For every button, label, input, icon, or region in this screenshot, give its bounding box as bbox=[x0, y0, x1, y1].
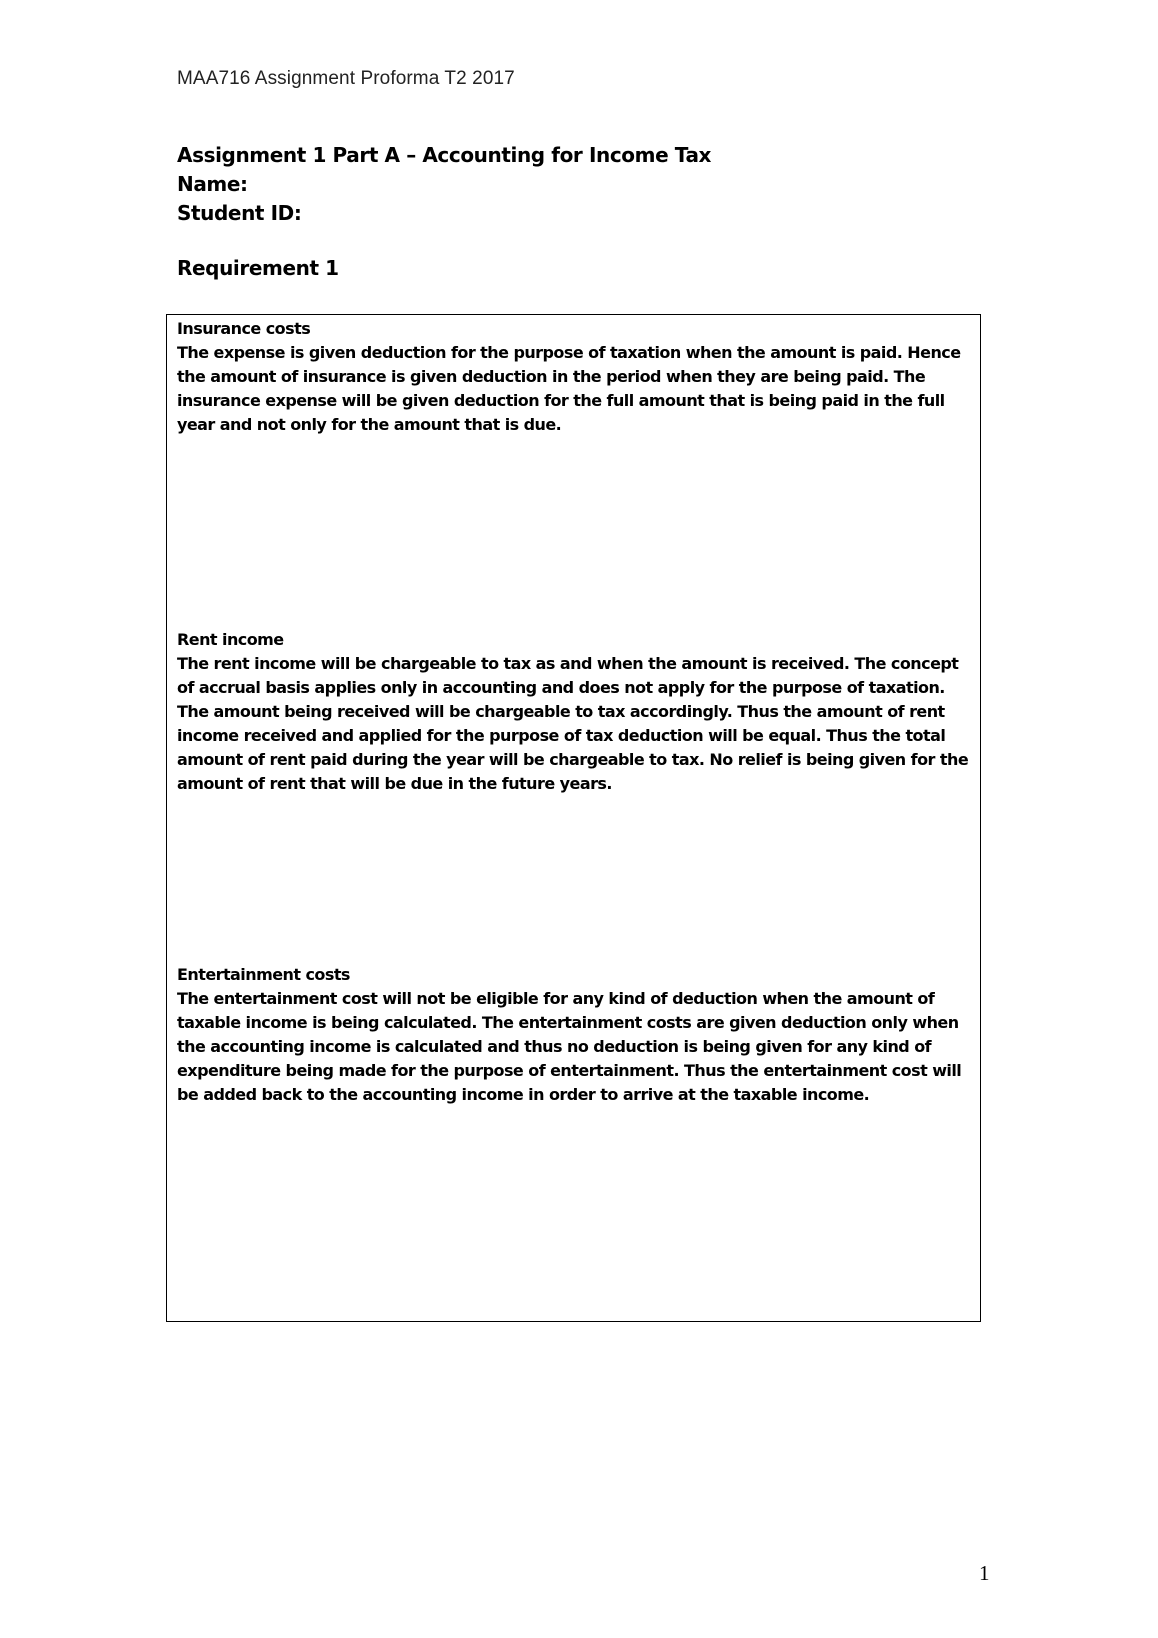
answer-box bbox=[166, 314, 981, 1322]
title-block bbox=[177, 141, 711, 228]
page-header: MAA716 Assignment Proforma T2 2017 bbox=[177, 68, 515, 89]
section-insurance-costs bbox=[177, 317, 972, 437]
document-title: Assignment 1 Part A – Accounting for Income Tax bbox=[177, 143, 712, 167]
section-entertainment-costs bbox=[177, 963, 972, 1107]
section-heading: Insurance costs bbox=[177, 319, 311, 338]
section-heading: Entertainment costs bbox=[177, 965, 350, 984]
student-id-label: Student ID: bbox=[177, 201, 302, 225]
page-number: 1 bbox=[979, 1561, 990, 1585]
section-heading: Rent income bbox=[177, 630, 284, 649]
name-label: Name: bbox=[177, 172, 248, 196]
requirement-heading: Requirement 1 bbox=[177, 256, 339, 280]
section-body: The rent income will be chargeable to tax as and when the amount is received. The concept of accrual basis applies only in accounting and does not apply for the purpose of taxation. The amount being received will be chargeable to tax accordingly. Thus the amount of rent income received and applied for the purpose of tax deduction will be equal. Thus the total amount of rent paid during the year will be chargeable to tax. No relief is being given for the amount of rent that will be due in the future years. bbox=[177, 654, 969, 793]
section-body: The entertainment cost will not be eligible for any kind of deduction when the amount of taxable income is being calculated. The entertainment costs are given deduction only when the accounting income is calculated and thus no deduction is being given for any kind of expenditure being made for the purpose of entertainment. Thus the entertainment cost will be added back to the accounting income in order to arrive at the taxable income. bbox=[177, 989, 962, 1104]
section-rent-income bbox=[177, 628, 972, 796]
section-body: The expense is given deduction for the purpose of taxation when the amount is paid. Hence the amount of insurance is given deduction in the period when they are being paid. The insurance expense will be given deduction for the full amount that is being paid in the full year and not only for the amount that is due. bbox=[177, 343, 961, 434]
